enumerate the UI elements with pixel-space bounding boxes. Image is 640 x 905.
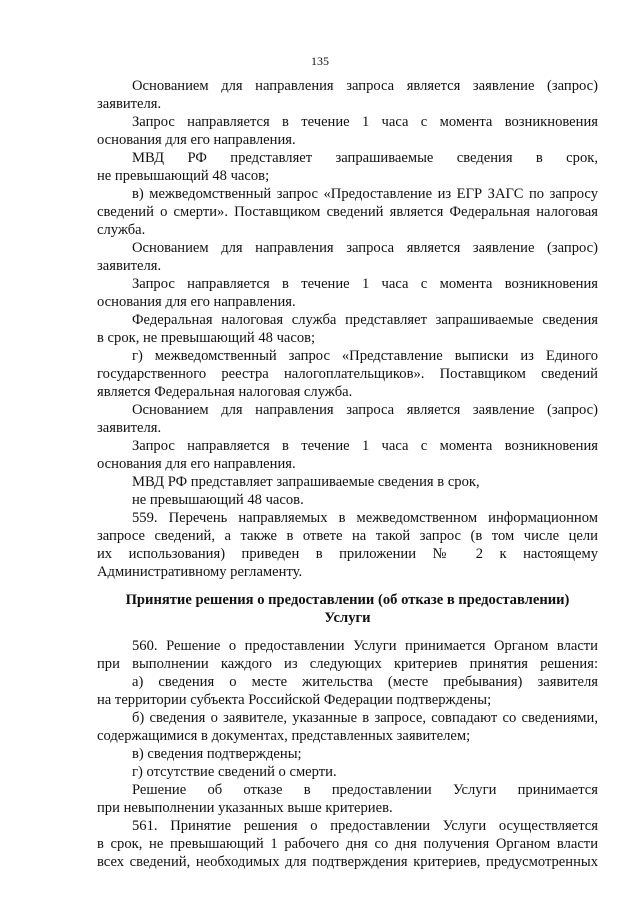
text-line: заявителя.: [97, 258, 162, 274]
text-line: 559. Перечень направляемых в межведомственном информационном: [132, 510, 598, 526]
text-line: основания для его направления.: [97, 294, 296, 310]
text-line: МВД РФ представляет запрашиваемые сведения в срок,: [132, 150, 598, 166]
text-line: г) отсутствие сведений о смерти.: [132, 764, 337, 780]
page-number: 135: [311, 54, 329, 68]
text-line: сведений о смерти». Поставщиком сведений является Федеральная налоговая: [97, 204, 598, 220]
text-line: МВД РФ представляет запрашиваемые сведения в срок,: [132, 474, 480, 490]
text-line: б) сведения о заявителе, указанные в запросе, совпадают со сведениями,: [132, 710, 598, 726]
text-line: 560. Решение о предоставлении Услуги принимается Органом власти: [132, 638, 598, 654]
text-line: в срок, не превышающий 1 рабочего дня со дня получения Органом власти: [97, 836, 598, 852]
text-line: запросе сведений, а также в ответе на такой запрос (в том числе цели: [97, 528, 598, 544]
text-line: Решение об отказе в предоставлении Услуги принимается: [132, 782, 598, 798]
text-line: при невыполнении указанных выше критериев.: [97, 800, 393, 816]
text-line: на территории субъекта Российской Федерации подтверждены;: [97, 692, 492, 708]
text-line: г) межведомственный запрос «Представление выписки из Единого: [132, 348, 598, 364]
text-line: всех сведений, необходимых для подтверждения критериев, предусмотренных: [97, 854, 598, 870]
text-line: содержащимися в документах, представленных заявителем;: [97, 728, 471, 744]
text-line: Основанием для направления запроса является заявление (запрос): [132, 402, 598, 418]
text-line: Административному регламенту.: [97, 564, 303, 580]
section-heading-line-1: Принятие решения о предоставлении (об отказе в предоставлении): [125, 592, 570, 608]
text-line: основания для его направления.: [97, 132, 296, 148]
text-line: основания для его направления.: [97, 456, 296, 472]
text-line: их использования) приведен в приложении № 2 к настоящему: [97, 546, 598, 562]
text-line: в) межведомственный запрос «Предоставление из ЕГР ЗАГС по запросу: [132, 186, 598, 202]
text-line: Основанием для направления запроса является заявление (запрос): [132, 240, 598, 256]
text-line: не превышающий 48 часов.: [132, 492, 304, 508]
text-line: при выполнении каждого из следующих критериев принятия решения:: [97, 656, 598, 672]
text-line: Федеральная налоговая служба представляет запрашиваемые сведения: [132, 312, 598, 328]
text-line: Основанием для направления запроса является заявление (запрос): [132, 78, 598, 94]
text-line: в срок, не превышающий 48 часов;: [97, 330, 316, 346]
text-line: 561. Принятие решения о предоставлении Услуги осуществляется: [132, 818, 598, 834]
text-line: государственного реестра налогоплательщиков». Поставщиком сведений: [97, 366, 598, 382]
text-line: заявителя.: [97, 96, 162, 112]
section-heading-line-2: Услуги: [324, 610, 371, 626]
text-line: Запрос направляется в течение 1 часа с момента возникновения: [132, 114, 598, 130]
text-line: Запрос направляется в течение 1 часа с момента возникновения: [132, 438, 598, 454]
text-line: в) сведения подтверждены;: [132, 746, 302, 762]
text-line: служба.: [97, 222, 146, 238]
text-line: а) сведения о месте жительства (месте пребывания) заявителя: [132, 674, 598, 690]
text-line: Запрос направляется в течение 1 часа с момента возникновения: [132, 276, 598, 292]
text-line: является Федеральная налоговая служба.: [97, 384, 353, 400]
text-line: не превышающий 48 часов;: [97, 168, 270, 184]
text-line: заявителя.: [97, 420, 162, 436]
